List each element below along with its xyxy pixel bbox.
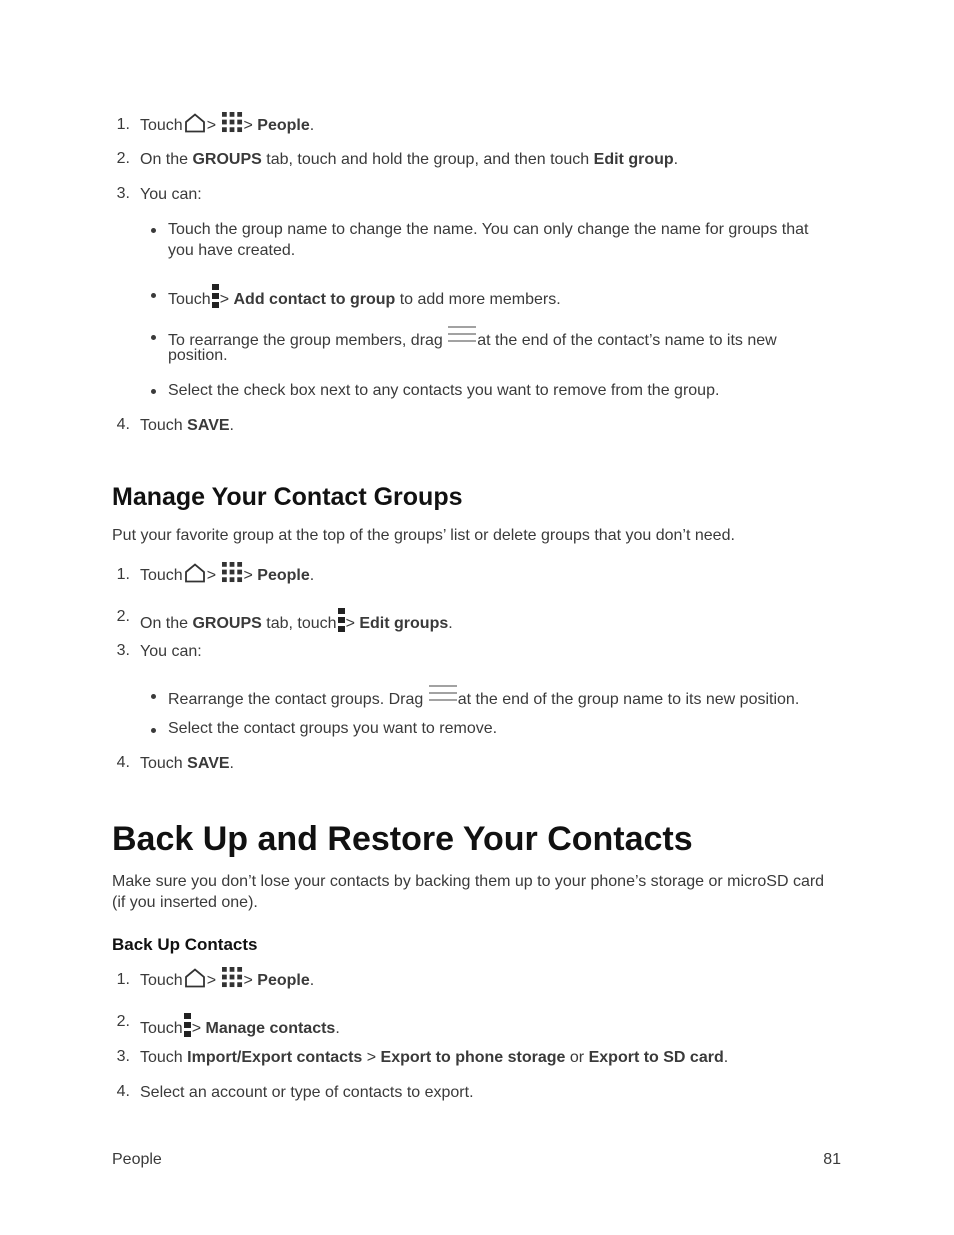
list-number: 4. [116,754,130,771]
drag-handle-icon [429,685,457,701]
groups-tab-label: GROUPS [192,151,262,168]
bullet-text: To rearrange the group members, drag at the end of the contact’s name to its new [168,326,777,351]
menu-icon [212,284,219,308]
step-4-save: Touch SAVE. [140,755,234,772]
list-number: 2. [116,608,130,625]
list-number: 1. [116,971,130,988]
export-phone-storage-label: Export to phone storage [380,1049,566,1066]
apps-icon [222,967,243,988]
section-intro: (if you inserted one). [112,894,258,911]
step-4-select-account: Select an account or type of contacts to export. [140,1084,474,1101]
apps-icon [222,562,243,583]
bullet-text: you have created. [168,242,296,259]
step-3-export: Touch Import/Export contacts > Export to phone storage or Export to SD card. [140,1049,729,1066]
footer-section-name: People [112,1151,162,1168]
bullet-text: Select the contact groups you want to remove. [168,720,498,737]
bullet [151,228,156,233]
edit-group-label: Edit group [593,151,674,168]
step-2-groups-edit: On the GROUPS tab, touch and hold the group, and then touch Edit group. [140,151,679,168]
chapter-heading: Back Up and Restore Your Contacts [112,820,693,858]
section-intro: Make sure you don’t lose your contacts by backing them up to your phone’s storage or microSD card [112,873,825,890]
step-4-save: Touch SAVE. [140,417,234,434]
step-2-edit-groups: On the GROUPS tab, touch > Edit groups. [140,608,453,634]
bullet [151,293,156,298]
list-number: 2. [116,1013,130,1030]
list-number: 4. [116,1083,130,1100]
bullet [151,389,156,394]
list-number: 3. [116,1048,130,1065]
step-3-you-can: You can: [140,643,202,660]
home-icon [184,563,206,583]
bullet [151,694,156,699]
menu-icon [338,608,345,632]
menu-icon [184,1013,191,1037]
list-number: 4. [116,416,130,433]
bullet-text: Rearrange the contact groups. Drag at the end of the group name to its new position. [168,685,799,710]
home-icon [184,113,206,133]
save-label: SAVE [187,755,230,772]
export-sd-card-label: Export to SD card [588,1049,724,1066]
step-2-manage-contacts: Touch > Manage contacts. [140,1013,340,1039]
subsection-heading: Back Up Contacts [112,935,258,954]
bullet-text: Touch the group name to change the name. You can only change the name for groups that [168,221,809,238]
list-number: 3. [116,642,130,659]
people-label: People [257,117,310,134]
apps-icon [222,112,243,133]
list-number: 2. [116,150,130,167]
people-label: People [257,567,310,584]
bullet [151,335,156,340]
footer-page-number: 81 [823,1151,841,1168]
list-number: 1. [116,116,130,133]
save-label: SAVE [187,417,230,434]
list-number: 3. [116,185,130,202]
step-1-touch-people: Touch > > People. [140,967,314,994]
step-1-touch-people: Touch > > People. [140,562,314,589]
list-number: 1. [116,566,130,583]
drag-handle-icon [448,326,476,342]
step-1-touch-people: Touch > > People. [140,112,314,139]
bullet-text: Select the check box next to any contacts you want to remove from the group. [168,382,720,399]
home-icon [184,968,206,988]
edit-groups-label: Edit groups [359,615,449,632]
bullet-text: Touch > Add contact to group to add more members. [168,284,561,310]
step-3-you-can: You can: [140,186,202,203]
bullet [151,728,156,733]
people-label: People [257,972,310,989]
import-export-label: Import/Export contacts [187,1049,363,1066]
add-contact-to-group-label: Add contact to group [233,291,396,308]
section-heading: Manage Your Contact Groups [112,483,463,511]
manage-contacts-label: Manage contacts [205,1020,336,1037]
section-intro: Put your favorite group at the top of the groups’ list or delete groups that you don’t need. [112,527,735,544]
groups-tab-label: GROUPS [192,615,262,632]
bullet-text: position. [168,347,228,364]
